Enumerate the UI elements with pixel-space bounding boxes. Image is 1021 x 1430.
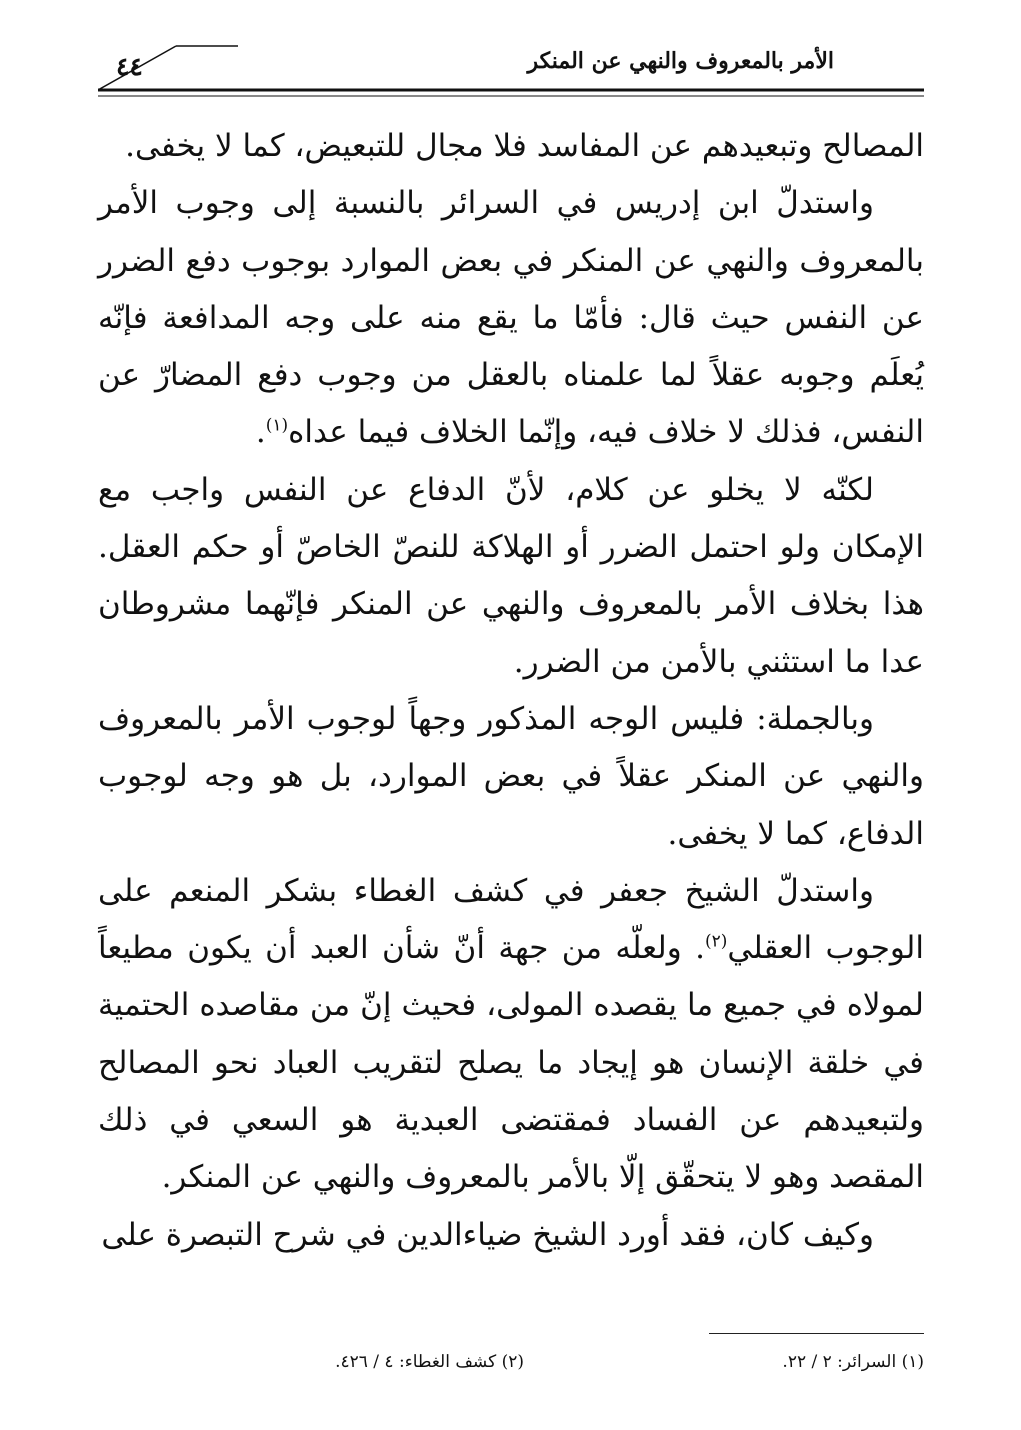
page-number: ٤٤ bbox=[116, 52, 143, 81]
paragraph-1: المصالح وتبعيدهم عن المفاسد فلا مجال للتبعيض، كما لا يخفى. bbox=[125, 128, 924, 164]
running-header-title: الأمر بالمعروف والنهي عن المنكر bbox=[527, 48, 834, 74]
footnotes bbox=[98, 1352, 924, 1382]
paragraph-4: وبالجملة: فليس الوجه المذكور وجهاً لوجوب الأمر بالمعروف والنهي عن المنكر عقلاً في بعض الموارد، بل هو وجه لوجوب الدفاع، كما لا يخفى. bbox=[98, 700, 924, 852]
footnote-2: (٢) كشف الغطاء: ٤ / ٤٢٦. bbox=[335, 1352, 524, 1372]
page-header bbox=[98, 38, 924, 102]
main-text bbox=[98, 118, 924, 1264]
paragraph-2: واستدلّ ابن إدريس في السرائر بالنسبة إلى وجوب الأمر بالمعروف والنهي عن المنكر في بعض الموارد بوجوب دفع الضرر عن النفس حيث قال: فأمّا ما يقع منه على وجه المدافعة فإنّه يُعلَم وجوبه عقلاً لما علمناه بالعقل من وجوب دفع المضارّ عن النفس، فذلك لا خلاف فيه، وإنّما الخلاف فيما عداه$^{(١)}$. bbox=[98, 185, 924, 451]
footnote-1: (١) السرائر: ٢ / ٢٢. bbox=[782, 1352, 924, 1372]
footnote-ref-2[interactable]: (٢) bbox=[704, 931, 728, 952]
paragraph-3: لكنّه لا يخلو عن كلام، لأنّ الدفاع عن النفس واجب مع الإمكان ولو احتمل الضرر أو الهلاكة للنصّ الخاصّ أو حكم العقل. هذا بخلاف الأمر بالمعروف والنهي عن المنكر فإنّهما مشروطان عدا ما استثني بالأمن من الضرر. bbox=[98, 471, 924, 680]
footnote-ref-1[interactable]: (١) bbox=[265, 416, 289, 437]
footnote-divider bbox=[709, 1333, 924, 1334]
paragraph-5: واستدلّ الشيخ جعفر في كشف الغطاء بشكر المنعم على الوجوب العقلي$^{(٢)}$. ولعلّه من جهة أنّ شأن العبد أن يكون مطيعاً لمولاه في جميع ما يقصده المولى، فحيث إنّ من مقاصده الحتمية في خلقة الإنسان هو إيجاد ما يصلح لتقريب العباد نحو المصالح ولتبعيدهم عن الفساد فمقتضى العبدية هو السعي في ذلك المقصد وهو لا يتحقّق إلّا بالأمر بالمعروف والنهي عن المنكر. bbox=[98, 872, 924, 1196]
paragraph-6: وكيف كان، فقد أورد الشيخ ضياءالدين في شرح التبصرة على bbox=[101, 1216, 874, 1253]
